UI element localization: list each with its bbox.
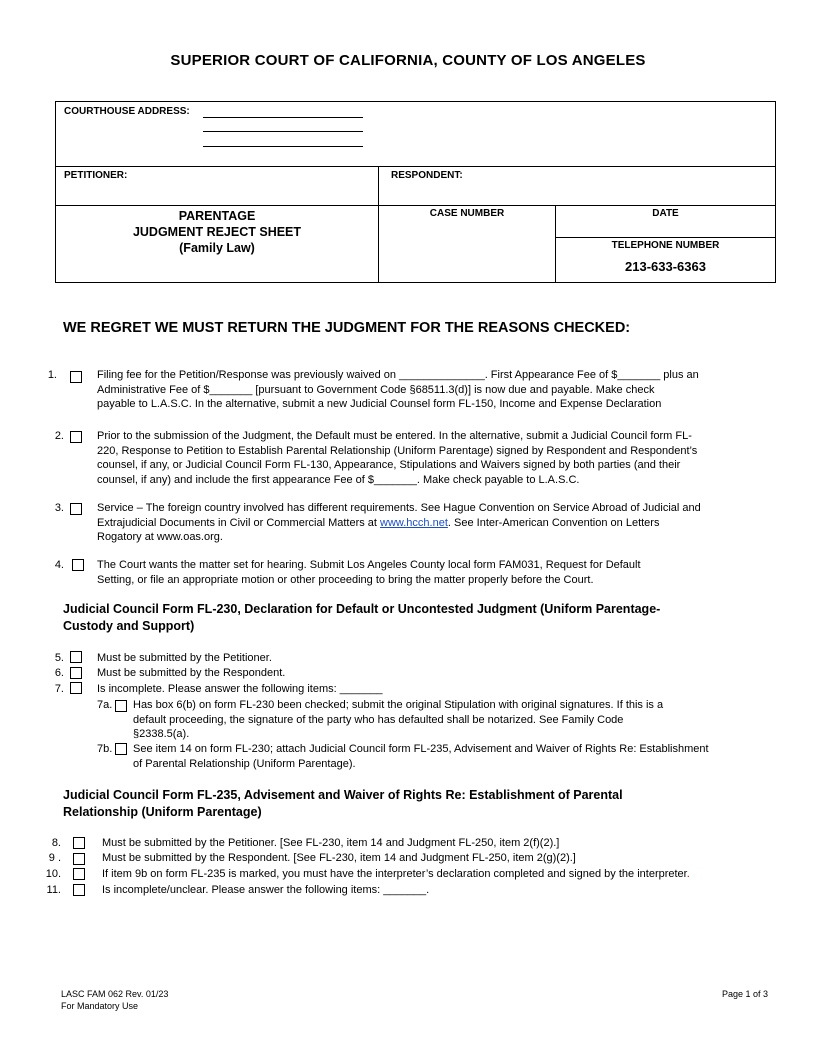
courthouse-section xyxy=(56,102,775,167)
doc-title-line-2: JUDGMENT REJECT SHEET xyxy=(132,225,302,239)
form-id: LASC FAM 062 Rev. 01/23 xyxy=(61,989,169,999)
item-4-text: The Court wants the matter set for hearing. Submit Los Angeles County local form FAM031, Request for Default Setting, or file an appropriate motion or other proceeding to bring the matter properly before the Court. xyxy=(97,559,641,586)
doc-title-line-1: PARENTAGE xyxy=(178,209,256,223)
section-fl235-heading: Judicial Council Form FL-235, Advisement and Waiver of Rights Re: Establishment of Parental Relationship (Uniform Parentage) xyxy=(63,788,623,819)
item-8-checkbox[interactable] xyxy=(73,837,85,849)
item-number: 6. xyxy=(54,667,64,679)
item-10-text: If item 9b on form FL-235 is marked, you must have the interpreter’s declaration completed and signed by the interpreter. xyxy=(102,868,690,880)
item-1-checkbox[interactable] xyxy=(70,371,82,383)
respondent-field[interactable] xyxy=(379,167,775,206)
item-6-checkbox[interactable] xyxy=(70,667,82,679)
item-number: 9 . xyxy=(48,852,61,864)
address-line-1[interactable] xyxy=(203,117,363,118)
regret-heading: WE REGRET WE MUST RETURN THE JUDGMENT FOR THE REASONS CHECKED: xyxy=(63,320,631,336)
item-10-checkbox[interactable] xyxy=(73,868,85,880)
item-3-checkbox[interactable] xyxy=(70,503,82,515)
hcch-link[interactable]: www.hcch.net xyxy=(380,516,448,529)
item-7b-checkbox[interactable] xyxy=(115,743,127,755)
section-fl230-heading: Judicial Council Form FL-230, Declaration for Default or Uncontested Judgment (Uniform Parentage- Custody and Support) xyxy=(63,602,661,633)
item-number: 8. xyxy=(51,837,61,849)
item-11-text: Is incomplete/unclear. Please answer the following items: _______. xyxy=(102,884,430,896)
item-number: 10. xyxy=(45,868,61,880)
address-line-2[interactable] xyxy=(203,131,363,132)
case-number-field[interactable] xyxy=(379,206,556,282)
item-9-text: Must be submitted by the Respondent. [See FL-230, item 14 and Judgment FL-250, item 2(g)(2).] xyxy=(102,852,576,864)
item-11-checkbox[interactable] xyxy=(73,884,85,896)
item-7-checkbox[interactable] xyxy=(70,682,82,694)
item-5-text: Must be submitted by the Petitioner. xyxy=(97,652,272,664)
item-9-checkbox[interactable] xyxy=(73,853,85,865)
caption-box xyxy=(55,101,776,283)
item-5-checkbox[interactable] xyxy=(70,651,82,663)
case-number-label: CASE NUMBER xyxy=(429,208,505,219)
date-field[interactable] xyxy=(556,206,775,238)
page-number: Page 1 of 3 xyxy=(721,989,768,999)
doc-title-line-3: (Family Law) xyxy=(179,241,255,255)
petitioner-field[interactable] xyxy=(56,167,379,206)
address-line-3[interactable] xyxy=(203,146,363,147)
court-title: SUPERIOR COURT OF CALIFORNIA, COUNTY OF LOS ANGELES xyxy=(170,52,646,69)
item-number: 2. xyxy=(54,430,64,442)
date-label: DATE xyxy=(652,208,679,219)
item-7-text: Is incomplete. Please answer the following items: _______ xyxy=(97,683,383,695)
respondent-label: RESPONDENT: xyxy=(391,170,463,181)
item-number: 7. xyxy=(54,683,64,695)
item-8-text: Must be submitted by the Petitioner. [See FL-230, item 14 and Judgment FL-250, item 2(f)(2).] xyxy=(102,837,560,849)
document-title-cell xyxy=(56,206,379,282)
mandatory-use: For Mandatory Use xyxy=(61,1001,139,1011)
item-7b-text: See item 14 on form FL-230; attach Judicial Council form FL-235, Advisement and Waiver of Rights Re: Establishment of Parental Relationship (Uniform Parentage). xyxy=(133,743,709,770)
item-7a-text: Has box 6(b) on form FL-230 been checked; submit the original Stipulation with original signatures. If this is a default proceeding, the signature of the party who has defaulted shall be notarized. See Family Code §2338.5(a). xyxy=(133,699,664,741)
telephone-label: TELEPHONE NUMBER xyxy=(611,240,720,251)
item-7b-label: 7b. xyxy=(97,743,113,755)
item-1-text: Filing fee for the Petition/Response was previously waived on ______________. First Appearance Fee of $_______ plus an Administrative Fee of $_______ [pursuant to Government Code §68511.3(d)] is now due and payable. Make check payable to L.A.S.C. In the alternative, submit a new Judicial Counsel form FL-150, Income and Expense Declaration xyxy=(97,369,699,411)
item-number: 4. xyxy=(54,559,64,571)
petitioner-label: PETITIONER: xyxy=(64,170,128,181)
telephone-number: 213-633-6363 xyxy=(625,259,706,274)
item-2-checkbox[interactable] xyxy=(70,431,82,443)
item-number: 3. xyxy=(54,502,64,514)
item-7a-checkbox[interactable] xyxy=(115,700,127,712)
item-number: 5. xyxy=(54,652,64,664)
item-number: 11. xyxy=(46,884,61,896)
item-4-checkbox[interactable] xyxy=(72,559,84,571)
item-number: 1. xyxy=(47,369,57,381)
item-3-text: Service – The foreign country involved has different requirements. See Hague Convention on Service Abroad of Judicial and Extrajudicial Documents in Civil or Commercial Matters at www.hcch.net. See Inter-American Convention on Letters Rogatory at www.oas.org. xyxy=(97,502,701,544)
item-2-text: Prior to the submission of the Judgment, the Default must be entered. In the alternative, submit a Judicial Council form FL- 220, Response to Petition to Establish Parental Relationship (Uniform Parentage) signed by Respondent and Respondent’s counsel, if any, or Judicial Council Form FL-130, Appearance, Stipulations and Waivers signed by both parties (and their counsel, if any) and include the first appearance Fee of $_______. Make check payable to L.A.S.C. xyxy=(97,430,698,486)
telephone-cell xyxy=(556,238,775,282)
item-7a-label: 7a. xyxy=(97,699,113,711)
courthouse-address-label: COURTHOUSE ADDRESS: xyxy=(64,106,190,117)
item-6-text: Must be submitted by the Respondent. xyxy=(97,667,286,679)
